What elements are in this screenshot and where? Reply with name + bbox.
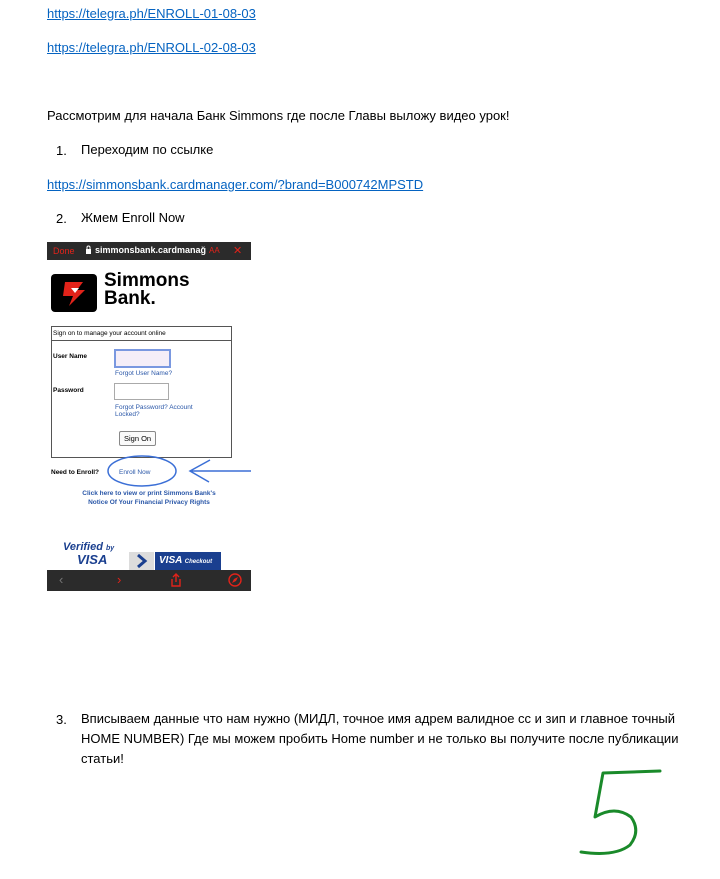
handwritten-five xyxy=(575,765,670,865)
browser-bottom-bar xyxy=(47,570,251,591)
url-text: simmonsbank.cardmanağ xyxy=(95,245,207,255)
forgot-password-link[interactable]: Forgot Password? Account Locked? xyxy=(115,404,193,418)
user-name-label: User Name xyxy=(53,353,87,360)
enroll-now-link[interactable]: Enroll Now xyxy=(119,469,151,476)
link-simmons[interactable]: https://simmonsbank.cardmanager.com/?brand=B000742MPSTD xyxy=(47,177,424,192)
sign-on-title: Sign on to manage your account online xyxy=(53,330,166,337)
annotation-arrow-icon xyxy=(105,452,251,492)
link-enroll-01[interactable]: https://telegra.ph/ENROLL-01-08-03 xyxy=(47,6,256,21)
simmons-logo-icon xyxy=(51,274,97,317)
back-icon[interactable]: ‹ xyxy=(59,572,64,587)
verified-by-visa-logo: Verified by VISA xyxy=(63,541,115,567)
step-2-text: Жмем Enroll Now xyxy=(81,210,185,225)
step-3-number: 3. xyxy=(56,712,67,727)
need-enroll-label: Need to Enroll? xyxy=(51,469,100,476)
chevron-right-icon xyxy=(129,552,154,570)
link-enroll-02[interactable]: https://telegra.ph/ENROLL-02-08-03 xyxy=(47,40,256,55)
step-3-text: Вписываем данные что нам нужно (МИДЛ, точное имя адрем валидное сс и зип и главное точный HOME NUMBER) Где мы можем пробить Home number и не только вы получите после публикации статьи! xyxy=(81,711,679,766)
browser-top-bar xyxy=(47,242,251,260)
step-1-number: 1. xyxy=(56,143,67,158)
password-input[interactable] xyxy=(114,383,169,400)
privacy-notice-line-1[interactable]: Click here to view or print Simmons Bank's xyxy=(82,490,216,497)
step-1-text: Переходим по ссылке xyxy=(81,142,214,157)
forgot-user-link[interactable]: Forgot User Name? xyxy=(115,370,173,377)
simmons-login-screenshot xyxy=(47,242,251,591)
close-icon[interactable]: ✕ xyxy=(233,245,243,257)
sign-on-button[interactable]: Sign On xyxy=(119,431,156,446)
password-label: Password xyxy=(53,387,84,394)
share-icon[interactable] xyxy=(170,573,182,591)
visa-checkout-logo: VISA Checkout xyxy=(155,552,221,570)
bank-name: Simmons Bank. xyxy=(104,270,190,309)
privacy-notice-line-2[interactable]: Notice Of Your Financial Privacy Rights xyxy=(88,499,210,506)
forward-icon[interactable]: › xyxy=(117,572,122,587)
intro-paragraph: Рассмотрим для начала Банк Simmons где после Главы выложу видео урок! xyxy=(47,108,510,123)
compass-icon[interactable] xyxy=(228,573,242,591)
done-button[interactable]: Done xyxy=(53,246,75,256)
sign-on-box xyxy=(51,326,232,458)
user-name-input[interactable] xyxy=(114,349,171,368)
text-size-button[interactable]: AA xyxy=(209,246,220,255)
lock-icon xyxy=(85,245,92,256)
step-2-number: 2. xyxy=(56,211,67,226)
